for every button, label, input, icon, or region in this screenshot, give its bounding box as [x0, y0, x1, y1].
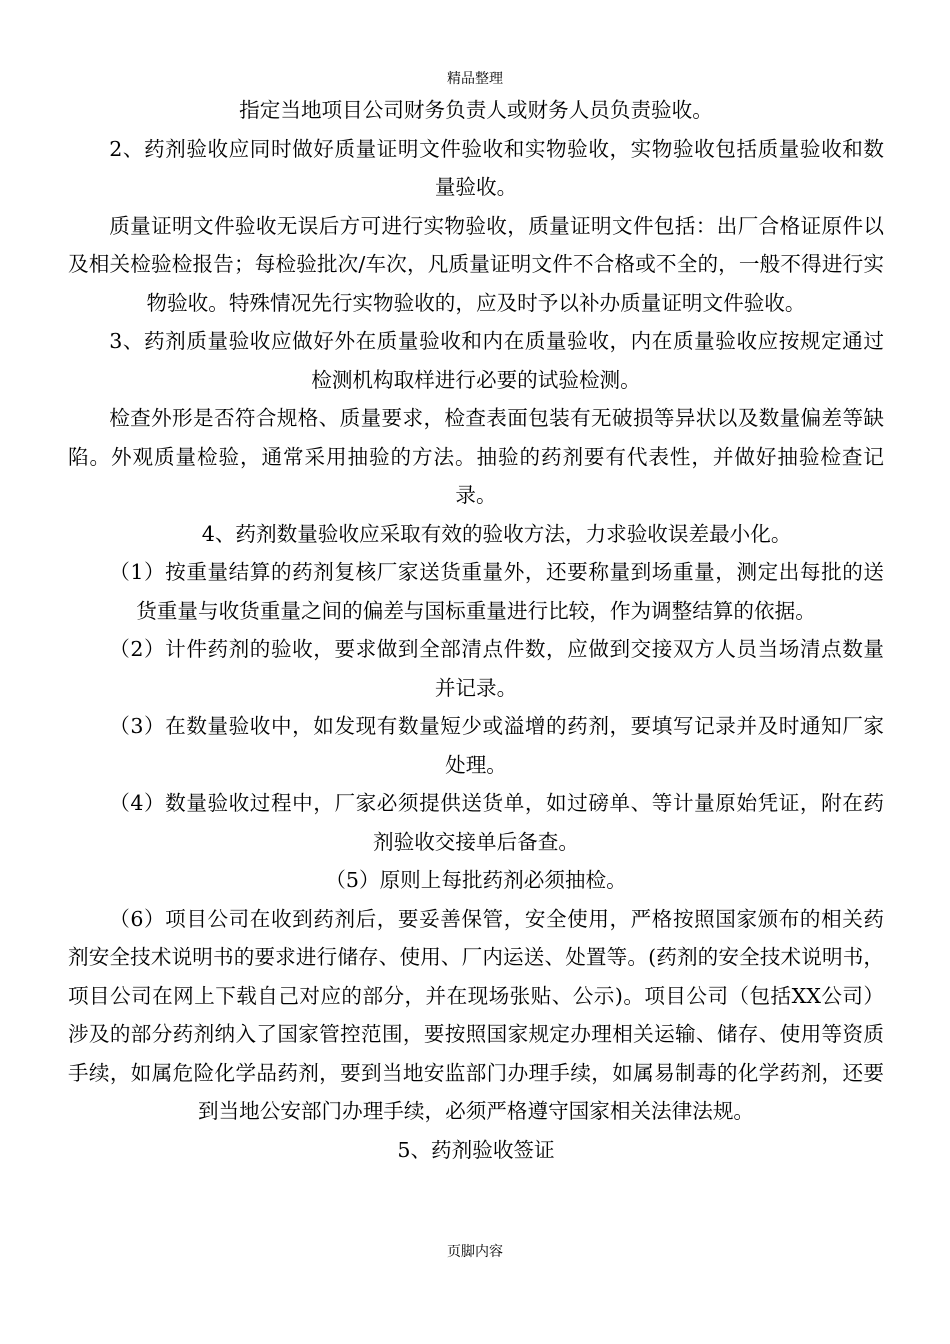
- page-footer: 页脚内容: [447, 1244, 503, 1260]
- paragraph-item-4: 4、药剂数量验收应采取有效的验收方法，力求验收误差最小化。: [201, 521, 792, 546]
- paragraph-quality-documents: 质量证明文件验收无误后方可进行实物验收，质量证明文件包括：出厂合格证原件以及相关检验检报告；每检验批次/车次，凡质量证明文件不合格或不全的，一般不得进行实物验收。特殊情况先行实物验收的，应及时予以补办质量证明文件验收。: [68, 213, 884, 315]
- paragraph-item-3: 3、药剂质量验收应做好外在质量验收和内在质量验收，内在质量验收应按规定通过检测机构取样进行必要的试验检测。: [109, 329, 884, 392]
- paragraph-appearance-check: 检查外形是否符合规格、质量要求，检查表面包装有无破损等异状以及数量偏差等缺陷。外观质量检验，通常采用抽验的方法。抽验的药剂要有代表性，并做好抽验检查记录。: [68, 406, 884, 507]
- paragraph-sub-1: （1）按重量结算的药剂复核厂家送货重量外，还要称量到场重量，测定出每批的送货重量与收货重量之间的偏差与国标重量进行比较，作为调整结算的依据。: [109, 560, 884, 623]
- paragraph-sub-2: （2）计件药剂的验收，要求做到全部清点件数，应做到交接双方人员当场清点数量并记录。: [109, 637, 884, 700]
- paragraph-sub-5: （5）原则上每批药剂必须抽检。: [325, 868, 627, 892]
- document-body: [68, 91, 884, 1169]
- paragraph-item-5: 5、药剂验收签证: [397, 1137, 555, 1162]
- paragraph-acceptance-responsible: 指定当地项目公司财务负责人或财务人员负责验收。: [239, 98, 713, 122]
- paragraph-item-2: 2、药剂验收应同时做好质量证明文件验收和实物验收，实物验收包括质量验收和数量验收。: [109, 136, 884, 199]
- paragraph-sub-3: （3）在数量验收中，如发现有数量短少或溢增的药剂，要填写记录并及时通知厂家处理。: [109, 714, 884, 777]
- paragraph-sub-6: （6）项目公司在收到药剂后，要妥善保管，安全使用，严格按照国家颁布的相关药剂安全技术说明书的要求进行储存、使用、厂内运送、处置等。(药剂的安全技术说明书，项目公司在网上下载自己对应的部分，并在现场张贴、公示)。项目公司（包括XX公司）涉及的部分药剂纳入了国家管控范围，要按照国家规定办理相关运输、储存、使用等资质手续，如属危险化学品药剂，要到当地安监部门办理手续，如属易制毒的化学药剂，还要到当地公安部门办理手续，必须严格遵守国家相关法律法规。: [68, 906, 884, 1123]
- paragraph-sub-4: （4）数量验收过程中，厂家必须提供送货单，如过磅单、等计量原始凭证，附在药剂验收交接单后备查。: [109, 791, 884, 854]
- page-header: 精品整理: [447, 71, 503, 87]
